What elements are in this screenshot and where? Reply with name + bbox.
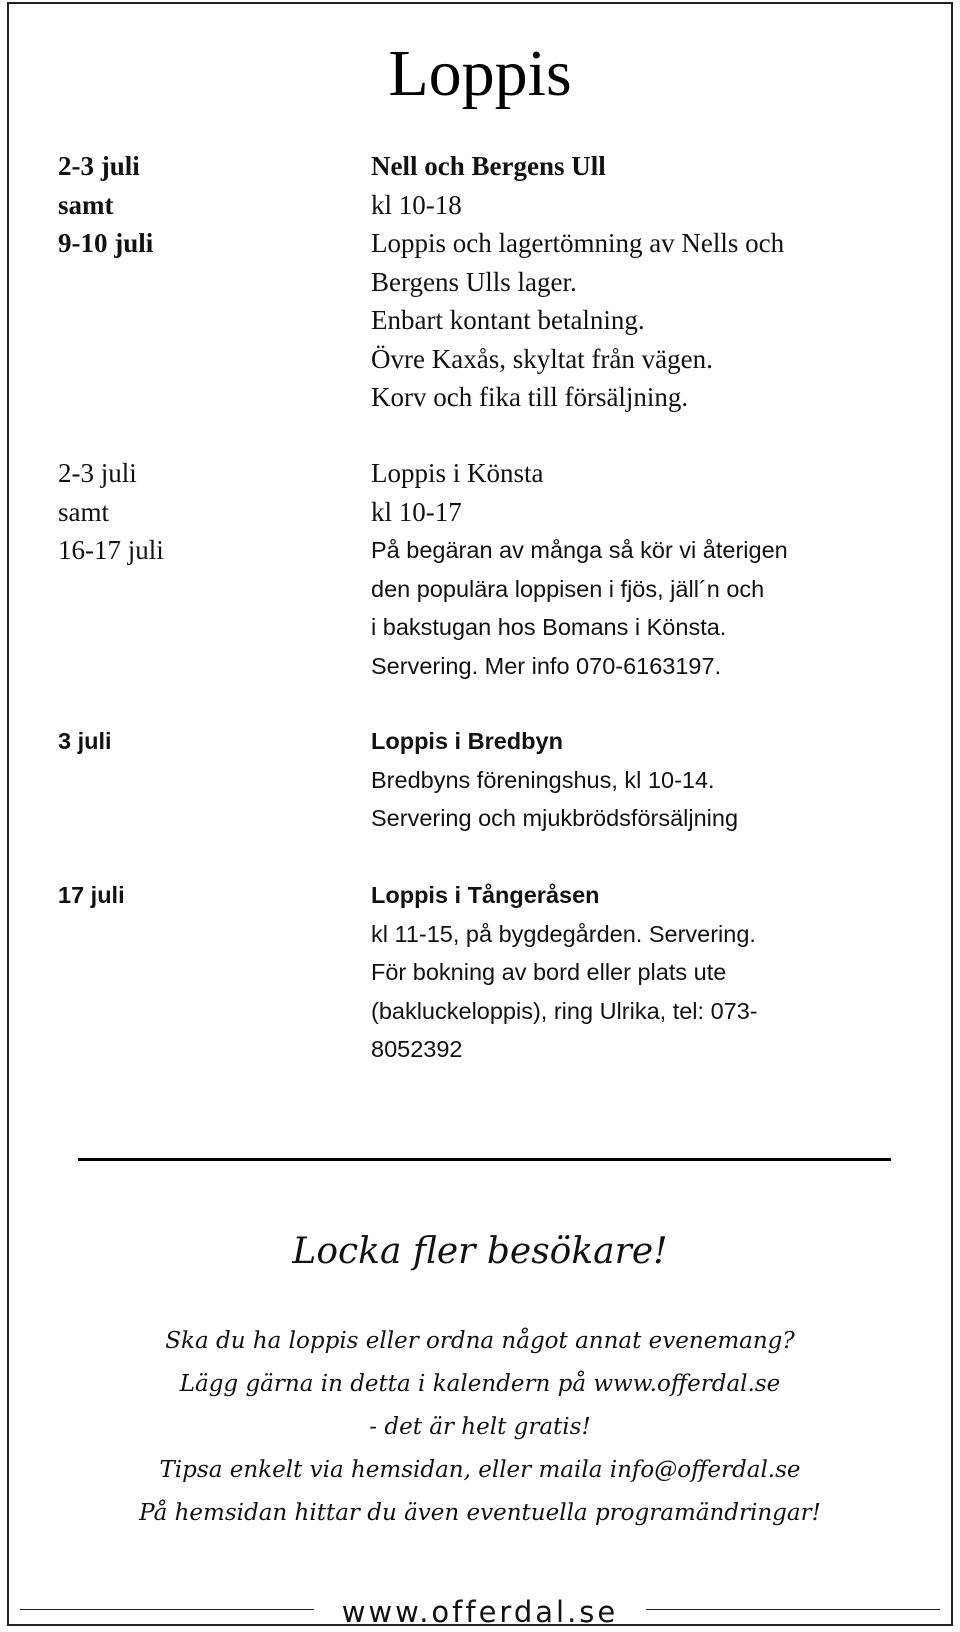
footer-website-link[interactable]: www.offerdal.se bbox=[341, 1595, 619, 1629]
event-date-line: 3 juli bbox=[58, 728, 112, 754]
event-date-line: 9-10 juli bbox=[58, 228, 154, 258]
promo-heading: Locka fler besökare! bbox=[292, 1231, 668, 1272]
event-name: Loppis i Bredbyn bbox=[371, 728, 563, 754]
event-detail-line: För bokning av bord eller plats ute bbox=[371, 959, 727, 985]
event-detail-line: (bakluckeloppis), ring Ulrika, tel: 073- bbox=[371, 997, 758, 1024]
event-detail-line: kl 10-18 bbox=[371, 189, 462, 220]
promo-line: - det är helt gratis! bbox=[369, 1414, 591, 1440]
event-dates bbox=[58, 454, 358, 570]
event-detail-line: Övre Kaxås, skyltat från vägen. bbox=[371, 343, 713, 374]
event-detail-line: Servering. Mer info 070-6163197. bbox=[371, 652, 722, 679]
event-name: Nell och Bergens Ull bbox=[371, 151, 606, 181]
event-date-line: 16-17 juli bbox=[58, 535, 164, 565]
event-detail-line: Korv och fika till försäljning. bbox=[371, 382, 689, 412]
event-detail-line: På begäran av många så kör vi återigen bbox=[371, 537, 788, 563]
event-detail-line: i bakstugan hos Bomans i Könsta. bbox=[371, 614, 727, 640]
event-name: Loppis i Könsta bbox=[371, 458, 544, 488]
event-dates bbox=[58, 147, 358, 263]
footer-rule-right bbox=[646, 1609, 940, 1610]
promo-text bbox=[0, 1320, 960, 1535]
event-info bbox=[371, 876, 911, 1069]
promo-line: Tipsa enkelt via hemsidan, eller maila info@offerdal.se bbox=[159, 1457, 801, 1483]
event-detail-line: Bergens Ulls lager. bbox=[371, 266, 577, 297]
event-date-line: 2-3 juli bbox=[58, 151, 140, 181]
promo-line: På hemsidan hittar du även eventuella programändringar! bbox=[139, 1500, 821, 1526]
event-info bbox=[371, 722, 911, 838]
event-info bbox=[371, 147, 911, 417]
event-date-line: 2-3 juli bbox=[58, 458, 137, 488]
event-name: Loppis i Tångeråsen bbox=[371, 882, 600, 908]
promo-line: Lägg gärna in detta i kalendern på www.offerdal.se bbox=[179, 1371, 781, 1397]
event-detail-line: Servering och mjukbrödsförsäljning bbox=[371, 805, 739, 831]
event-detail-line: 8052392 bbox=[371, 1036, 463, 1062]
event-date-line: samt bbox=[58, 189, 114, 220]
promo-line: Ska du ha loppis eller ordna något annat evenemang? bbox=[165, 1328, 795, 1354]
section-divider bbox=[78, 1158, 891, 1161]
event-detail-line: kl 11-15, på bygdegården. Servering. bbox=[371, 920, 756, 947]
event-dates bbox=[58, 722, 358, 761]
event-dates bbox=[58, 876, 358, 915]
event-date-line: 17 juli bbox=[58, 882, 125, 908]
event-detail-line: Loppis och lagertömning av Nells och bbox=[371, 228, 785, 258]
event-detail-line: den populära loppisen i fjös, jäll´n och bbox=[371, 575, 765, 602]
page-title: Loppis bbox=[388, 37, 572, 110]
event-date-line: samt bbox=[58, 496, 109, 527]
event-info bbox=[371, 454, 911, 685]
event-detail-line: Bredbyns föreningshus, kl 10-14. bbox=[371, 766, 715, 793]
event-detail-line: Enbart kontant betalning. bbox=[371, 305, 645, 335]
event-detail-line: kl 10-17 bbox=[371, 496, 462, 527]
